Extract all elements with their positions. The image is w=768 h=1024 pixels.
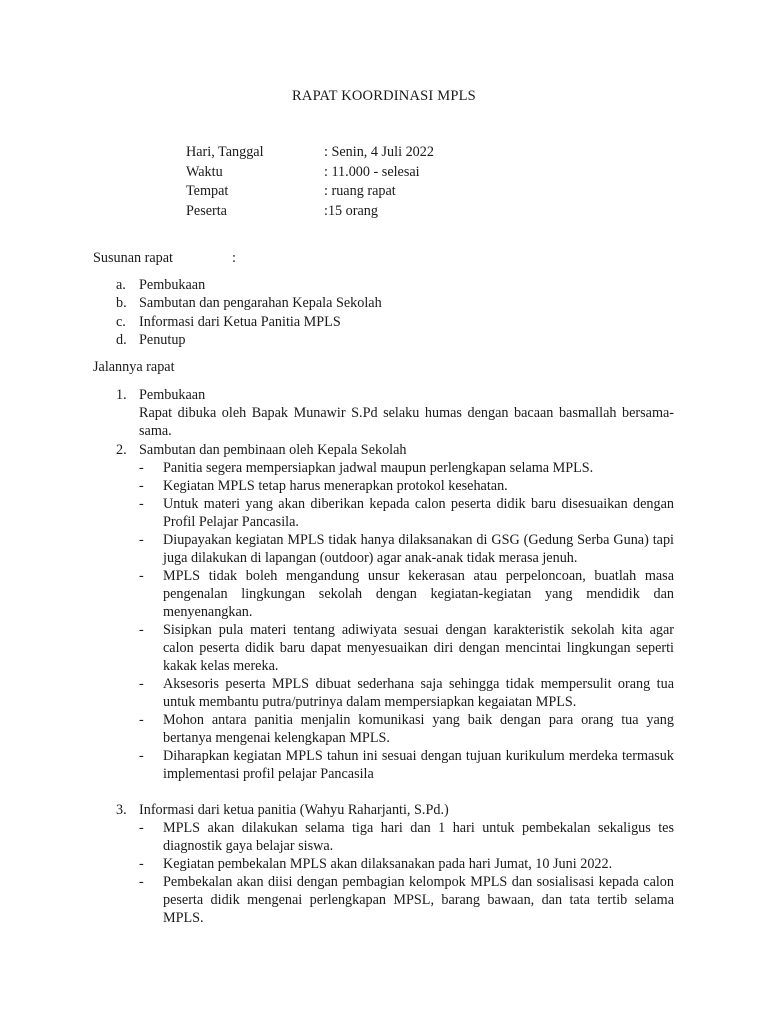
agenda-heading-label: Susunan rapat xyxy=(93,250,173,266)
section-marker: 1. xyxy=(116,387,127,403)
agenda-item xyxy=(116,276,516,294)
bullet-text: MPLS tidak boleh mengandung unsur kekerasan atau perpeloncoan, buatlah masa pengenalan lingkungan sekolah dengan kegiatan-kegiatan yang mendidik dan menyenangkan. xyxy=(163,568,674,620)
bullet-text: Diupayakan kegiatan MPLS tidak hanya dilaksanakan di GSG (Gedung Serba Guna) tapi juga dilakukan di lapangan (outdoor) agar anak-anak tidak merasa jenuh. xyxy=(163,532,674,566)
bullet-item: - Sisipkan pula materi tentang adiwiyata sesuai dengan karakteristik sekolah kita agar calon peserta didik baru dapat menyesuaikan diri dengan mencintai lingkungan seperti kakak kelas mereka. xyxy=(139,622,674,674)
section-title: Sambutan dan pembinaan oleh Kepala Sekolah xyxy=(139,442,407,458)
section-marker: 2. xyxy=(116,442,127,458)
bullet-item: - Kegiatan MPLS tetap harus menerapkan protokol kesehatan. xyxy=(139,477,674,495)
document-title: RAPAT KOORDINASI MPLS xyxy=(292,88,476,104)
section-paragraph: Rapat dibuka oleh Bapak Munawir S.Pd selaku humas dengan bacaan basmallah bersama-sama. xyxy=(139,405,674,439)
info-row-place xyxy=(186,182,586,202)
section-title: Informasi dari ketua panitia (Wahyu Raharjanti, S.Pd.) xyxy=(139,802,449,818)
agenda-item-text: Pembukaan xyxy=(139,277,206,293)
bullet-item: - Kegiatan pembekalan MPLS akan dilaksanakan pada hari Jumat, 10 Juni 2022. xyxy=(139,855,674,873)
agenda-item-marker: b. xyxy=(116,295,127,312)
bullet-item: - Aksesoris peserta MPLS dibuat sederhana saja sehingga tidak mempersulit orang tua untuk membantu putra/putrinya dalam mempersiapkan kegaiatan MPLS. xyxy=(139,676,674,710)
bullet-text: Pembekalan akan diisi dengan pembagian kelompok MPLS dan sosialisasi kepada calon peserta didik mengenai perlengkapan MPSL, barang bawaan, dan tata tertib selama MPLS. xyxy=(163,874,674,926)
bullet-text: Sisipkan pula materi tentang adiwiyata sesuai dengan karakteristik sekolah kita agar calon peserta didik baru dapat menyesuaikan diri dengan mencintai lingkungan seperti kakak kelas mereka. xyxy=(163,622,674,674)
info-value: : Senin, 4 Juli 2022 xyxy=(324,144,434,160)
info-label: Tempat xyxy=(186,183,229,199)
agenda-item-text: Sambutan dan pengarahan Kepala Sekolah xyxy=(139,295,382,312)
bullet-item: - Pembekalan akan diisi dengan pembagian kelompok MPLS dan sosialisasi kepada calon peserta didik mengenai perlengkapan MPSL, barang bawaan, dan tata tertib selama MPLS. xyxy=(139,874,674,926)
section-bullet-list xyxy=(139,459,674,783)
agenda-item-text: Penutup xyxy=(139,331,186,348)
agenda-item xyxy=(116,294,516,312)
bullet-text: MPLS akan dilakukan selama tiga hari dan 1 hari untuk pembekalan sekaligus tes diagnostik gaya belajar siswa. xyxy=(163,820,674,854)
info-label: Waktu xyxy=(186,163,223,180)
info-row-date xyxy=(186,143,586,163)
bullet-item: - Mohon antara panitia menjalin komunikasi yang baik dengan para orang tua yang bertanya mengenai kelengkapan MPLS. xyxy=(139,712,674,746)
bullet-text: Panitia segera mempersiapkan jadwal maupun perlengkapan selama MPLS. xyxy=(163,460,594,476)
section-marker: 3. xyxy=(116,802,127,818)
agenda-list xyxy=(116,276,516,349)
bullet-text: Aksesoris peserta MPLS dibuat sederhana saja sehingga tidak mempersulit orang tua untuk membantu putra/putrinya dalam mempersiapkan kegaiatan MPLS. xyxy=(163,676,674,710)
meeting-info-table xyxy=(186,143,586,221)
info-row-time xyxy=(186,163,586,183)
bullet-text: Kegiatan MPLS tetap harus menerapkan protokol kesehatan. xyxy=(163,478,508,494)
info-value: : ruang rapat xyxy=(324,183,396,199)
info-label: Hari, Tanggal xyxy=(186,144,264,160)
bullet-text: Untuk materi yang akan diberikan kepada calon peserta didik baru disesuaikan dengan Profil Pelajar Pancasila. xyxy=(163,496,674,530)
proceedings-heading: Jalannya rapat xyxy=(93,359,175,375)
agenda-item-marker: c. xyxy=(116,313,126,330)
agenda-item xyxy=(116,313,516,331)
agenda-item-text: Informasi dari Ketua Panitia MPLS xyxy=(139,313,341,330)
bullet-text: Mohon antara panitia menjalin komunikasi yang baik dengan para orang tua yang bertanya mengenai kelengkapan MPLS. xyxy=(163,712,674,746)
agenda-item xyxy=(116,331,516,349)
bullet-item: - Panitia segera mempersiapkan jadwal maupun perlengkapan selama MPLS. xyxy=(139,459,674,477)
info-label: Peserta xyxy=(186,202,227,219)
info-row-participants xyxy=(186,202,586,222)
info-value: :15 orang xyxy=(324,202,378,219)
proceedings-section-opening xyxy=(116,386,674,440)
bullet-item: - Diharapkan kegiatan MPLS tahun ini sesuai dengan tujuan kurikulum merdeka termasuk implementasi profil pelajar Pancasila xyxy=(139,748,674,782)
bullet-item: - MPLS akan dilakukan selama tiga hari dan 1 hari untuk pembekalan sekaligus tes diagnostik gaya belajar siswa. xyxy=(139,820,674,854)
agenda-item-marker: d. xyxy=(116,331,127,348)
agenda-item-marker: a. xyxy=(116,277,126,293)
bullet-item: - Untuk materi yang akan diberikan kepada calon peserta didik baru disesuaikan dengan Profil Pelajar Pancasila. xyxy=(139,496,674,530)
bullet-text: Diharapkan kegiatan MPLS tahun ini sesuai dengan tujuan kurikulum merdeka termasuk implementasi profil pelajar Pancasila xyxy=(163,748,674,782)
bullet-text: Kegiatan pembekalan MPLS akan dilaksanakan pada hari Jumat, 10 Juni 2022. xyxy=(163,856,613,872)
section-title: Pembukaan xyxy=(139,387,206,403)
info-value: : 11.000 - selesai xyxy=(324,163,420,180)
agenda-heading xyxy=(93,249,293,267)
bullet-item: - MPLS tidak boleh mengandung unsur kekerasan atau perpeloncoan, buatlah masa pengenalan lingkungan sekolah dengan kegiatan-kegiatan yang mendidik dan menyenangkan. xyxy=(139,568,674,620)
agenda-heading-colon: : xyxy=(232,250,236,266)
section-bullet-list xyxy=(139,819,674,927)
bullet-item: - Diupayakan kegiatan MPLS tidak hanya dilaksanakan di GSG (Gedung Serba Guna) tapi juga dilakukan di lapangan (outdoor) agar anak-anak tidak merasa jenuh. xyxy=(139,532,674,566)
